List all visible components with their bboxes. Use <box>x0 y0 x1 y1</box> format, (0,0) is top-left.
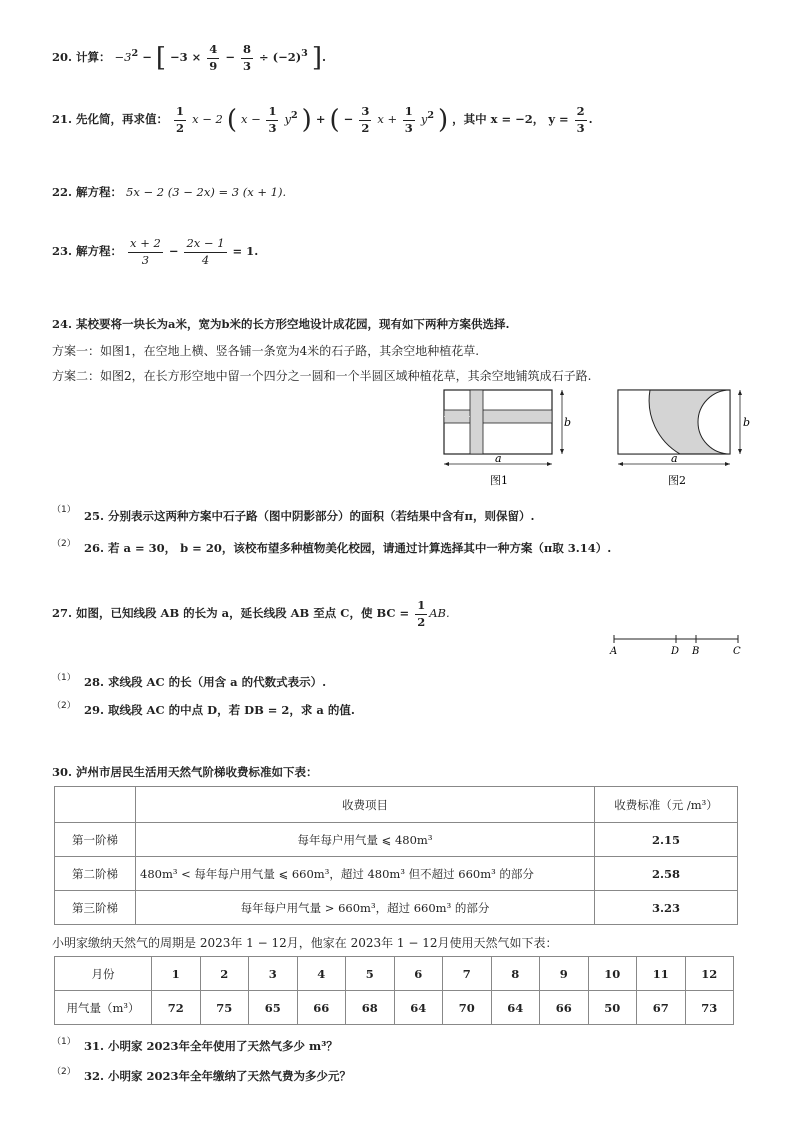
usage-intro-text: 小明家缴纳天然气的周期是 2023年 1 − 12月，他家在 2023年 1 − 12月使用天然气如下表： <box>52 936 558 950</box>
sub-index: （2） <box>52 701 76 711</box>
usage-cell: 73 <box>685 991 734 1025</box>
question-number: 27. <box>52 606 73 620</box>
tier-1-price: 2.15 <box>595 823 738 857</box>
month-cell: 8 <box>491 957 540 991</box>
point-A: A <box>610 646 618 657</box>
gas-price-table <box>54 786 738 925</box>
question-30: 30. 泸州市居民生活用天然气阶梯收费标准如下表： <box>52 765 318 779</box>
point-D: D <box>671 646 680 657</box>
usage-cell: 68 <box>346 991 395 1025</box>
figure-1 <box>438 386 578 490</box>
usage-cell: 65 <box>249 991 298 1025</box>
month-cell: 6 <box>394 957 443 991</box>
question-25: 25. 分别表示这两种方案中石子路（图中阴影部分）的面积（若结果中含有π，则保留）. <box>84 509 535 523</box>
question-number: 23. <box>52 244 73 258</box>
figure-2-caption: 图2 <box>668 474 686 487</box>
svg-text:b: b <box>743 416 751 429</box>
month-cell: 7 <box>443 957 492 991</box>
usage-cell: 50 <box>588 991 637 1025</box>
tier-2-price: 2.58 <box>595 857 738 891</box>
usage-cell: 75 <box>200 991 249 1025</box>
question-27: 27. 如图，已知线段 AB 的长为 a，延长线段 AB 至点 C，使 BC = $\frac{1}{2}$ AB. <box>52 598 450 629</box>
month-cell: 1 <box>152 957 201 991</box>
question-number: 28. <box>84 675 105 689</box>
tier-3-price: 3.23 <box>595 891 738 925</box>
sub-index: （1） <box>52 1037 76 1047</box>
question-number: 22. <box>52 185 73 199</box>
usage-cell: 64 <box>394 991 443 1025</box>
question-32: 32. 小明家 2023年全年缴纳了天然气费为多少元？ <box>84 1069 352 1083</box>
month-cell: 3 <box>249 957 298 991</box>
month-cell: 4 <box>297 957 346 991</box>
month-cell: 9 <box>540 957 589 991</box>
usage-cell: 72 <box>152 991 201 1025</box>
sub-index: （2） <box>52 1067 76 1077</box>
question-22: 22. 解方程： 5x − 2 (3 − 2x) = 3 (x + 1). <box>52 185 287 199</box>
figure-1-caption: 图1 <box>490 474 508 487</box>
svg-text:a: a <box>671 452 678 465</box>
header-item: 收费项目 <box>136 787 595 823</box>
question-23: 23. 解方程： $\frac{x + 2}{3}$ − $\frac{2x - 1}{4}$ = 1. <box>52 236 259 267</box>
question-number: 31. <box>84 1039 105 1053</box>
sub-index: （1） <box>52 673 76 683</box>
row-label-month: 月份 <box>55 957 152 991</box>
label-b: b <box>564 416 572 429</box>
question-number: 30. <box>52 765 73 779</box>
month-cell: 2 <box>200 957 249 991</box>
gas-usage-table <box>54 956 734 1025</box>
plan-one-text: 方案一：如图1，在空地上横、竖各铺一条宽为4米的石子路，其余空地种植花草. <box>52 344 480 358</box>
label-a: a <box>495 452 502 465</box>
segment-figure <box>606 632 746 658</box>
figure-2 <box>612 386 762 490</box>
question-number: 26. <box>84 541 105 555</box>
tier-3-desc: 每年每户用气量 > 660m³，超过 660m³ 的部分 <box>136 891 595 925</box>
tier-1-desc: 每年每户用气量 ⩽ 480m³ <box>136 823 595 857</box>
question-number: 32. <box>84 1069 105 1083</box>
tier-2-label: 第二阶梯 <box>55 857 136 891</box>
usage-cell: 66 <box>297 991 346 1025</box>
sub-index: （2） <box>52 539 76 549</box>
plan-two-text: 方案二：如图2，在长方形空地中留一个四分之一圆和一个半圆区域种植花草，其余空地铺筑成石子路. <box>52 369 592 383</box>
usage-cell: 70 <box>443 991 492 1025</box>
usage-cell: 66 <box>540 991 589 1025</box>
question-29: 29. 取线段 AC 的中点 D，若 DB = 2，求 a 的值. <box>84 703 355 717</box>
month-cell: 11 <box>637 957 686 991</box>
header-price: 收费标准（元 /m³） <box>595 787 738 823</box>
point-B: B <box>692 646 700 657</box>
question-26: 26. 若 a = 30， b = 20，该校布望多种植物美化校园，请通过计算选择其中一种方案（π取 3.14）. <box>84 541 612 555</box>
month-cell: 12 <box>685 957 734 991</box>
question-number: 21. <box>52 112 73 126</box>
question-31: 31. 小明家 2023年全年使用了天然气多少 m³？ <box>84 1039 338 1053</box>
tier-3-label: 第三阶梯 <box>55 891 136 925</box>
question-20: 20. 计算： $-3^2$ − [ −3 × $\frac{4}{9}$ − $\frac{8}{3}$ ÷ $(-2)^3$ ]. <box>52 42 327 73</box>
month-cell: 5 <box>346 957 395 991</box>
question-number: 24. <box>52 317 73 331</box>
sub-index: （1） <box>52 505 76 515</box>
question-21: 21. 先化简，再求值： $\frac{1}{2}$ x − 2 ( x − $\frac{1}{3}$ $y^2$ ) + ( − $\frac{3}{2}$ x + $\frac{1}{3}$ $y^2$ ) ，其中 x = −2， y = $\frac{2}{3}$ . <box>52 104 593 135</box>
question-24: 24. 某校要将一块长为a米，宽为b米的长方形空地设计成花园，现有如下两种方案供选择. <box>52 317 510 331</box>
usage-cell: 67 <box>637 991 686 1025</box>
usage-cell: 64 <box>491 991 540 1025</box>
question-number: 25. <box>84 509 105 523</box>
tier-1-label: 第一阶梯 <box>55 823 136 857</box>
tier-2-desc: 480m³ < 每年每户用气量 ⩽ 660m³，超过 480m³ 但不超过 660m³ 的部分 <box>136 857 595 891</box>
question-number: 29. <box>84 703 105 717</box>
row-label-usage: 用气量（m³） <box>55 991 152 1025</box>
point-C: C <box>733 646 741 657</box>
question-number: 20. <box>52 50 73 64</box>
question-28: 28. 求线段 AC 的长（用含 a 的代数式表示）. <box>84 675 327 689</box>
month-cell: 10 <box>588 957 637 991</box>
